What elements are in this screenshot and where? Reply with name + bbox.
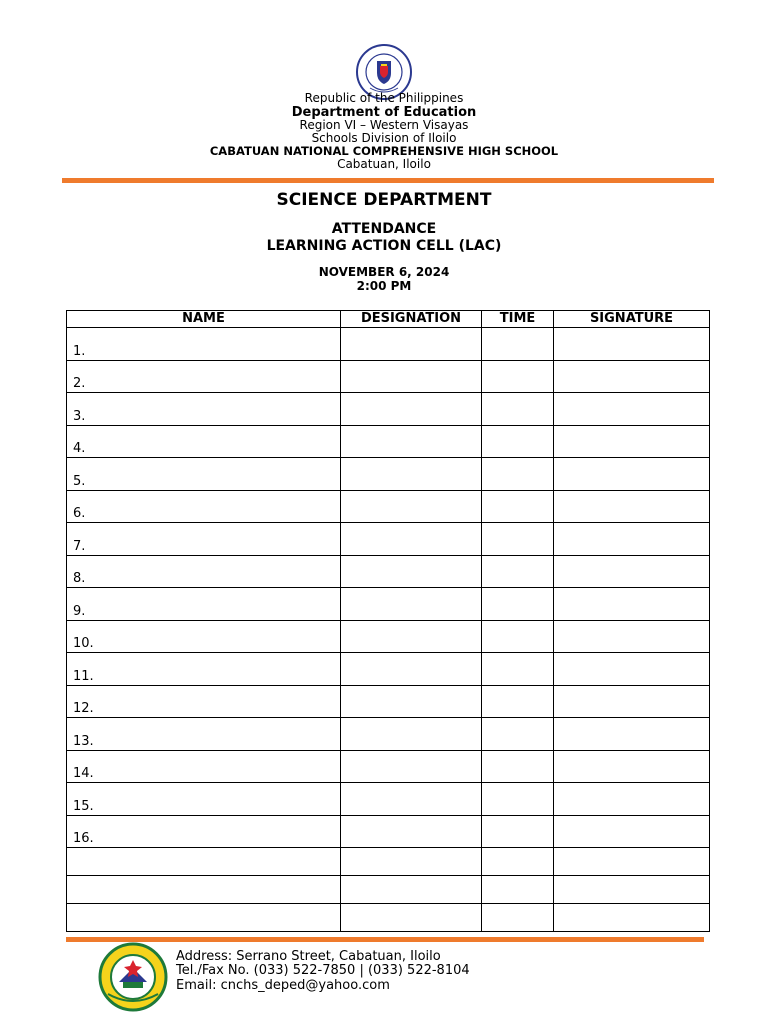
table-row [67, 876, 710, 904]
signature-cell [554, 425, 710, 458]
signature-cell [554, 750, 710, 783]
designation-cell [341, 393, 482, 426]
designation-cell [341, 815, 482, 848]
event-title: LEARNING ACTION CELL (LAC) [266, 238, 502, 254]
time-cell [482, 685, 554, 718]
name-cell: 13. [67, 718, 341, 751]
designation-cell [341, 555, 482, 588]
signature-cell [554, 393, 710, 426]
table-row [67, 815, 710, 848]
name-cell: 6. [67, 490, 341, 523]
designation-cell [341, 588, 482, 621]
designation-cell [341, 904, 482, 932]
table-row [67, 588, 710, 621]
signature-cell [554, 555, 710, 588]
name-cell: 10. [67, 620, 341, 653]
name-cell: 8. [67, 555, 341, 588]
signature-cell [554, 458, 710, 491]
name-cell: 12. [67, 685, 341, 718]
table-row [67, 848, 710, 876]
time-cell [482, 490, 554, 523]
designation-cell [341, 620, 482, 653]
designation-cell [341, 360, 482, 393]
department-heading: Department of Education [291, 105, 477, 120]
time-cell [482, 653, 554, 686]
signature-cell [554, 620, 710, 653]
time-cell [482, 815, 554, 848]
table-row [67, 620, 710, 653]
signature-cell [554, 588, 710, 621]
time-cell [482, 328, 554, 361]
table-row [67, 393, 710, 426]
designation-cell [341, 685, 482, 718]
attendance-table [66, 310, 710, 932]
column-header-name: NAME [67, 311, 341, 328]
town-heading: Cabatuan, Iloilo [337, 157, 431, 171]
attendance-rows [67, 328, 710, 932]
table-row [67, 328, 710, 361]
region-heading: Region VI – Western Visayas [299, 118, 469, 132]
time-cell [482, 393, 554, 426]
designation-cell [341, 523, 482, 556]
table-row [67, 425, 710, 458]
name-cell: 11. [67, 653, 341, 686]
table-header-row [67, 311, 710, 328]
time-cell [482, 555, 554, 588]
name-cell: 2. [67, 360, 341, 393]
name-cell: 14. [67, 750, 341, 783]
table-row [67, 750, 710, 783]
signature-cell [554, 876, 710, 904]
signature-cell [554, 523, 710, 556]
time-cell [482, 523, 554, 556]
designation-cell [341, 653, 482, 686]
signature-cell [554, 653, 710, 686]
table-row [67, 458, 710, 491]
header-divider [62, 178, 714, 183]
event-time: 2:00 PM [356, 279, 412, 293]
signature-cell [554, 328, 710, 361]
column-header-signature: SIGNATURE [554, 311, 710, 328]
signature-cell [554, 783, 710, 816]
signature-cell [554, 360, 710, 393]
time-cell [482, 750, 554, 783]
time-cell [482, 360, 554, 393]
designation-cell [341, 848, 482, 876]
time-cell [482, 718, 554, 751]
name-cell [67, 876, 341, 904]
name-cell: 16. [67, 815, 341, 848]
time-cell [482, 588, 554, 621]
time-cell [482, 904, 554, 932]
designation-cell [341, 458, 482, 491]
table-row [67, 360, 710, 393]
table-row [67, 555, 710, 588]
time-cell [482, 876, 554, 904]
signature-cell [554, 685, 710, 718]
designation-cell [341, 876, 482, 904]
footer-phone: Tel./Fax No. (033) 522-7850 | (033) 522-8104 [176, 963, 470, 978]
designation-cell [341, 783, 482, 816]
event-date: NOVEMBER 6, 2024 [318, 265, 450, 279]
name-cell: 7. [67, 523, 341, 556]
designation-cell [341, 718, 482, 751]
designation-cell [341, 328, 482, 361]
time-cell [482, 425, 554, 458]
table-row [67, 653, 710, 686]
name-cell: 9. [67, 588, 341, 621]
division-heading: Schools Division of Iloilo [311, 131, 457, 145]
table-row [67, 523, 710, 556]
school-name-heading: CABATUAN NATIONAL COMPREHENSIVE HIGH SCHOOL [209, 144, 559, 158]
name-cell: 3. [67, 393, 341, 426]
name-cell: 1. [67, 328, 341, 361]
signature-cell [554, 718, 710, 751]
designation-cell [341, 425, 482, 458]
page-title: SCIENCE DEPARTMENT [276, 190, 492, 210]
table-row [67, 783, 710, 816]
footer-address: Address: Serrano Street, Cabatuan, Iloilo [176, 949, 441, 964]
attendance-title: ATTENDANCE [331, 221, 437, 237]
column-header-designation: DESIGNATION [341, 311, 482, 328]
name-cell: 5. [67, 458, 341, 491]
time-cell [482, 620, 554, 653]
footer-email: Email: cnchs_deped@yahoo.com [176, 978, 390, 993]
signature-cell [554, 490, 710, 523]
name-cell: 4. [67, 425, 341, 458]
signature-cell [554, 848, 710, 876]
table-row [67, 904, 710, 932]
signature-cell [554, 904, 710, 932]
designation-cell [341, 750, 482, 783]
name-cell [67, 904, 341, 932]
time-cell [482, 458, 554, 491]
republic-heading: Republic of the Philippines [304, 91, 464, 105]
signature-cell [554, 815, 710, 848]
table-row [67, 490, 710, 523]
name-cell: 15. [67, 783, 341, 816]
school-crest-logo [96, 942, 170, 1012]
table-row [67, 718, 710, 751]
time-cell [482, 783, 554, 816]
designation-cell [341, 490, 482, 523]
column-header-time: TIME [482, 311, 554, 328]
table-row [67, 685, 710, 718]
name-cell [67, 848, 341, 876]
time-cell [482, 848, 554, 876]
